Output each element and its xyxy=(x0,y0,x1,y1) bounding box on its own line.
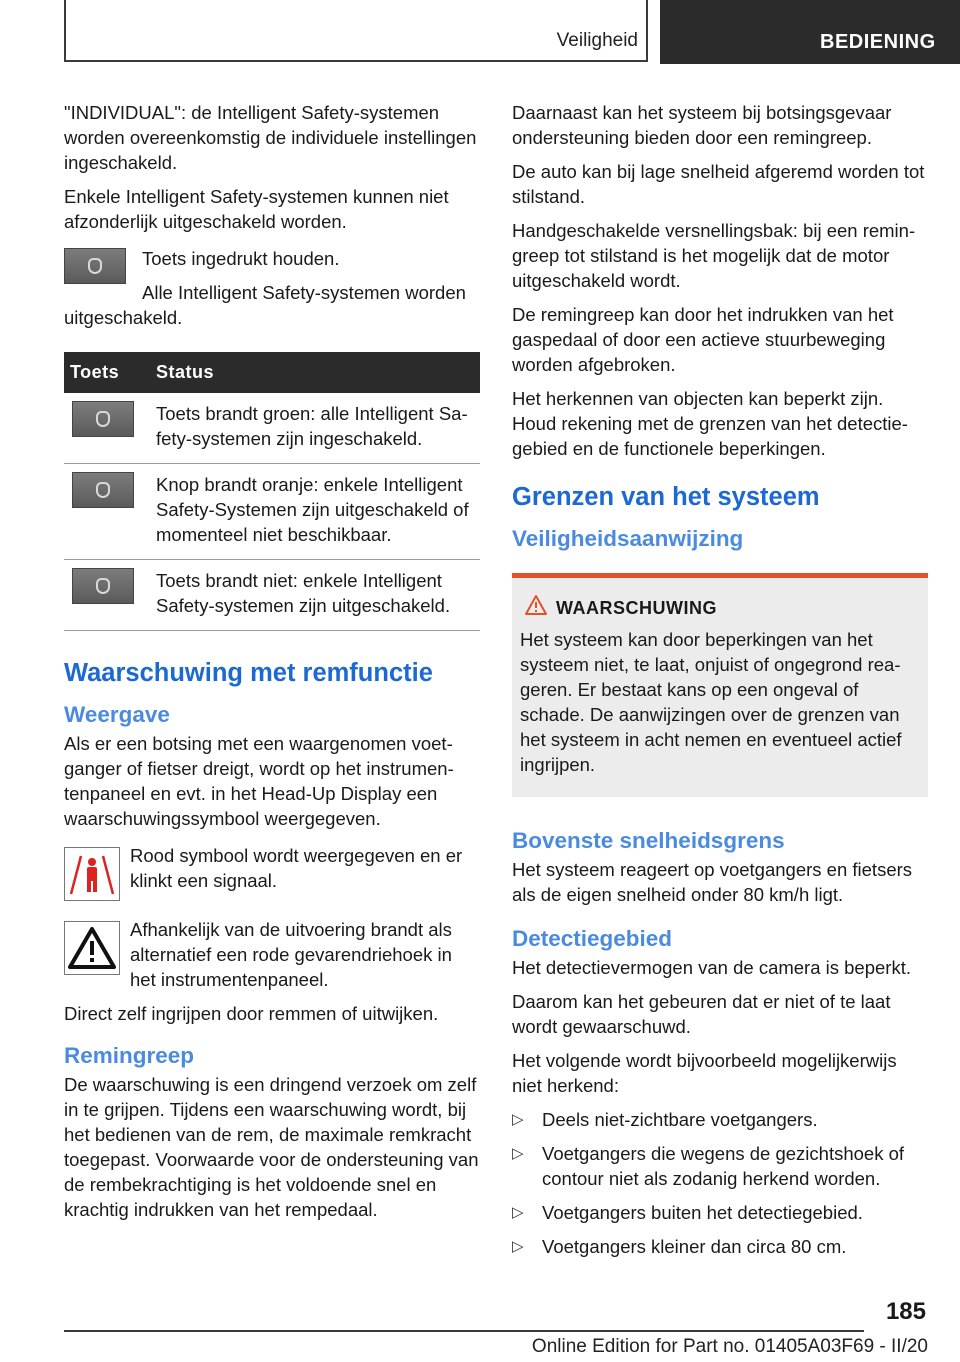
paragraph: "INDIVIDUAL": de Intelligent Safety-systemen worden overeenkomstig de individuele instellingen ingeschakeld. xyxy=(64,102,477,173)
paragraph: Afhankelijk van de uitvoering brandt als alternatief een rode gevarendriehoek in het instrumentenpaneel. xyxy=(130,919,452,990)
paragraph: De remingreep kan door het indrukken van het gaspedaal of door een actieve stuurbeweging worden afgebroken. xyxy=(512,304,894,375)
table-cell: Knop brandt oranje: enkele Intelligent Safety-Systemen zijn uitgeschakeld of momenteel niet beschikbaar. xyxy=(150,464,480,560)
paragraph: Het detectievermogen van de camera is beperkt. xyxy=(512,957,911,978)
warning-title-text: WAARSCHUWING xyxy=(556,598,717,618)
list-item: ▷ Deels niet-zichtbare voetgangers. xyxy=(512,1107,928,1132)
list-item: ▷ Voetgangers kleiner dan circa 80 cm. xyxy=(512,1234,928,1259)
paragraph: Enkele Intelligent Safety-systemen kunnen niet afzonderlijk uitgeschakeld worden. xyxy=(64,186,449,232)
list-item: ▷ Voetgangers buiten het detectiegebied. xyxy=(512,1200,928,1225)
table-row xyxy=(64,464,480,560)
intelligent-safety-button-icon xyxy=(72,472,134,508)
table-header-status: Status xyxy=(150,352,480,393)
paragraph: De auto kan bij lage snelheid afgeremd worden tot stilstand. xyxy=(512,161,925,207)
pedestrian-warning-icon xyxy=(64,847,120,901)
paragraph: Rood symbool wordt weergegeven en er klinkt een signaal. xyxy=(130,845,463,891)
warning-triangle-icon xyxy=(64,921,120,975)
warning-box xyxy=(512,573,928,797)
paragraph: De waarschuwing is een dringend verzoek om zelf in te grijpen. Tijdens een waarschuwing wordt, bij het bedienen van de rem, de maximale remkracht toegepast. Voorwaarde voor de ondersteuning van de rembekrachtiging is het voldoende snel en krachtig indrukken van het rempedaal. xyxy=(64,1074,479,1220)
warning-text: Het systeem kan door beperkingen van het systeem niet, te laat, onjuist of ongegrond reageren. Er bestaat kans op een ongeval of schade. De aanwijzingen over de grenzen van het systeem in acht nemen en eventueel actief ingrijpen. xyxy=(520,629,902,775)
paragraph: Handgeschakelde versnellingsbak: bij een remingreep tot stilstand is het mogelijk dat de motor uitgeschakeld wordt. xyxy=(512,220,916,291)
intelligent-safety-button-icon xyxy=(72,401,134,437)
table-row xyxy=(64,393,480,464)
heading-weergave: Weergave xyxy=(64,702,170,727)
intelligent-safety-button-icon xyxy=(72,568,134,604)
right-column xyxy=(512,100,928,1268)
intelligent-safety-button-icon xyxy=(64,248,126,284)
footer-divider xyxy=(64,1330,864,1332)
triangle-symbol-block xyxy=(64,917,480,992)
page-number: 185 xyxy=(885,1298,926,1325)
table-header-toets: Toets xyxy=(64,352,150,393)
paragraph: Het herkennen van objecten kan beperkt zijn. Houd rekening met de grenzen van het detectiegebied en de functionele beperkingen. xyxy=(512,388,908,459)
paragraph: Als er een botsing met een waargenomen voetganger of fietser dreigt, wordt op het instrumentenpaneel en evt. in het Head-Up Display een waarschuwingssymbool weergegeven. xyxy=(64,733,454,829)
table-cell: Toets brandt groen: alle Intelligent Safety-systemen zijn ingeschakeld. xyxy=(150,393,480,464)
paragraph: Toets ingedrukt houden. xyxy=(142,248,340,269)
footer-edition: Online Edition for Part no. 01405A03F69 - II/20 xyxy=(531,1336,928,1357)
header-section: Veiligheid xyxy=(556,30,638,51)
paragraph: Direct zelf ingrijpen door remmen of uitwijken. xyxy=(64,1003,439,1024)
left-column xyxy=(64,100,480,1231)
table-row xyxy=(64,560,480,631)
list-item: ▷ Voetgangers die wegens de gezichtshoek of contour niet als zodanig herkend worden. xyxy=(512,1141,928,1191)
table-cell: Toets brandt niet: enkele Intelligent Safety-systemen zijn uitgeschakeld. xyxy=(150,560,480,631)
warning-triangle-icon xyxy=(524,594,548,623)
paragraph: Het systeem reageert op voetgangers en fietsers als de eigen snelheid onder 80 km/h ligt. xyxy=(512,859,913,905)
header-chapter: BEDIENING xyxy=(660,0,960,64)
safety-button-block xyxy=(64,246,480,330)
warning-title xyxy=(520,596,920,621)
heading-remingreep: Remingreep xyxy=(64,1043,195,1068)
heading-warning-brake: Waarschuwing met remfunctie xyxy=(64,659,433,687)
paragraph: Alle Intelligent Safety-systemen worden uitgeschakeld. xyxy=(64,282,466,328)
pedestrian-symbol-block xyxy=(64,843,480,905)
paragraph: Daarnaast kan het systeem bij botsingsgevaar ondersteuning bieden door een remingreep. xyxy=(512,102,892,148)
heading-detectie: Detectiegebied xyxy=(512,926,673,951)
paragraph: Daarom kan het gebeuren dat er niet of te laat wordt gewaarschuwd. xyxy=(512,991,891,1037)
status-table xyxy=(64,352,480,631)
heading-veiligheid: Veiligheidsaanwijzing xyxy=(512,526,744,551)
heading-bovenste: Bovenste snelheidsgrens xyxy=(512,828,785,853)
paragraph: Het volgende wordt bijvoorbeeld mogelijkerwijs niet herkend: xyxy=(512,1050,897,1096)
bullet-list xyxy=(512,1107,928,1259)
heading-grenzen: Grenzen van het systeem xyxy=(512,483,820,511)
